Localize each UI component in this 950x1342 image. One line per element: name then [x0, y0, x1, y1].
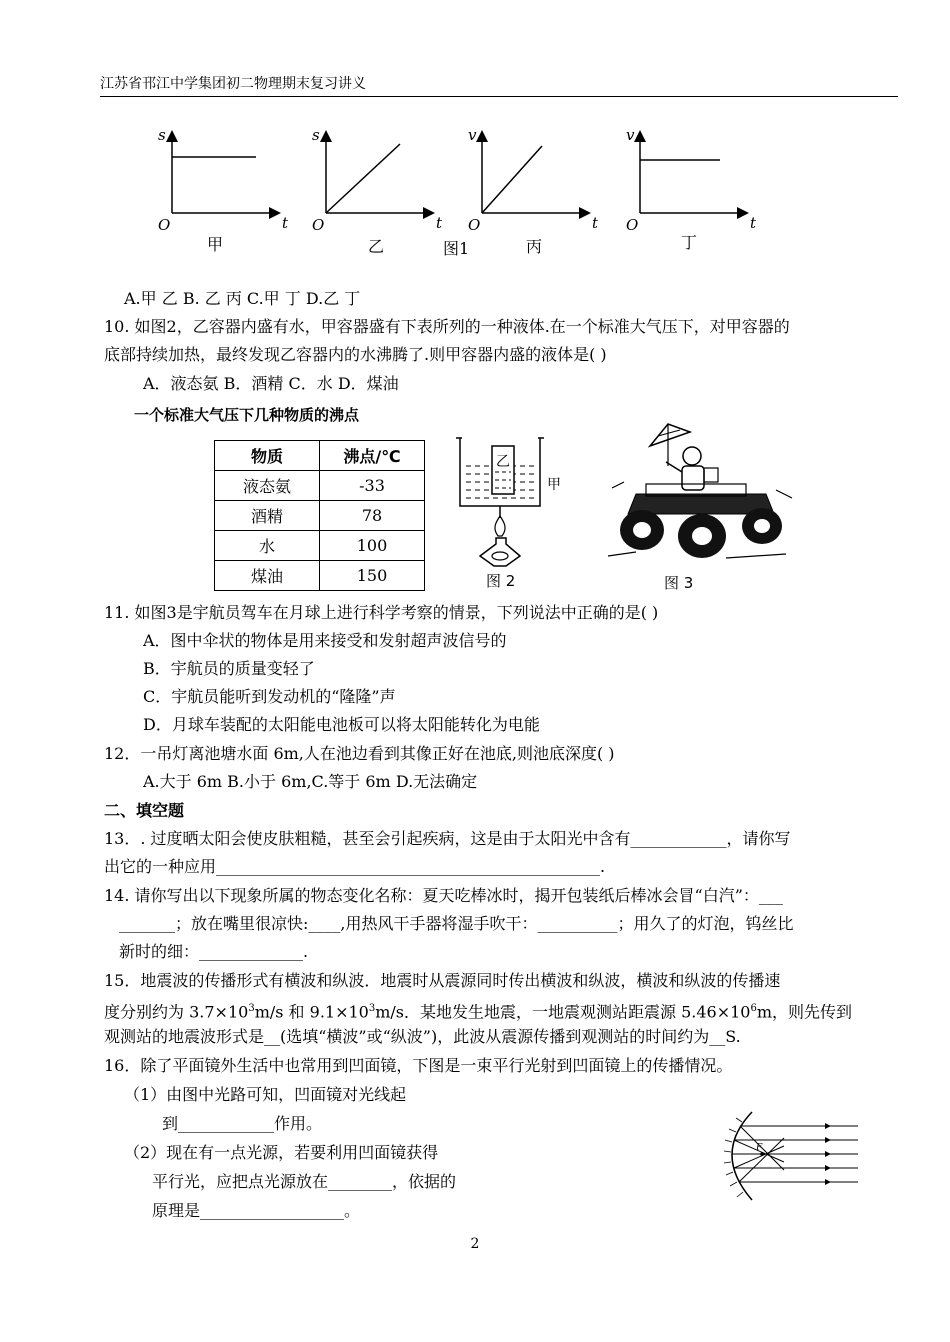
graph-ding-x-label: t [750, 214, 757, 232]
concave-mirror-figure [712, 1108, 862, 1208]
focus-label: F [756, 1143, 763, 1153]
graph-bing-name: 丙 [526, 237, 543, 256]
q15-exponent: 6 [750, 1003, 757, 1014]
graph-yi-x-label: t [436, 214, 443, 232]
figure-3-caption: 图 3 [664, 574, 694, 592]
q14-line3: 新时的细：_____________. [119, 942, 309, 961]
graph-ding [626, 126, 757, 234]
figure-1-caption: 图1 [443, 239, 470, 258]
q16-part1-line2: 到____________作用。 [162, 1114, 323, 1133]
q11-option-d: D．月球车装配的太阳能电池板可以将太阳能转化为电能 [143, 715, 540, 734]
table-cell-value: 100 [320, 531, 425, 561]
table-row [215, 471, 425, 501]
table-cell-value: 78 [320, 501, 425, 531]
fig2-label-yi: 乙 [496, 454, 510, 470]
q16-part2-line2: 平行光，应把点光源放在________，依据的 [152, 1172, 457, 1191]
table-header-boiling-point: 沸点/℃ [320, 441, 425, 471]
graph-ding-y-label: v [626, 126, 635, 144]
graph-yi [312, 126, 443, 234]
graph-ding-name: 丁 [681, 233, 698, 252]
q11-option-c: C．宇航员能听到发动机的“隆隆”声 [143, 687, 396, 706]
figure-3-lunar-rover [606, 418, 796, 576]
graph-yi-origin: O [312, 216, 325, 234]
table-title: 一个标准大气压下几种物质的沸点 [134, 406, 360, 424]
table-header-row [215, 441, 425, 471]
q16-part2-line1: （2）现在有一点光源，若要利用凹面镜获得 [124, 1143, 439, 1162]
q16-part1-line1: （1）由图中光路可知，凹面镜对光线起 [124, 1085, 407, 1104]
q14-line2: _______；放在嘴里很凉快:____,用热风干手器将湿手吹干：__________；用久了的灯泡，钨丝比 [119, 914, 794, 933]
q10-line1: 10. 如图2，乙容器内盛有水，甲容器盛有下表所列的一种液体.在一个标准大气压下，对甲容器的 [104, 317, 790, 336]
figure-2-caption: 图 2 [486, 572, 516, 590]
table-header-substance: 物质 [215, 441, 320, 471]
table-row [215, 501, 425, 531]
q15-line1: 15．地震波的传播形式有横波和纵波．地震时从震源同时传出横波和纵波，横波和纵波的传播速 [104, 971, 781, 990]
q13-line1: 13．. 过度晒太阳会使皮肤粗糙，甚至会引起疾病，这是由于太阳光中含有____________，请你写 [104, 829, 791, 848]
q15-line2-part: m/s．某地发生地震，一地震观测站距震源 5.46×10 [375, 1002, 751, 1022]
q11-stem: 11. 如图3是宇航员驾车在月球上进行科学考察的情景，下列说法中正确的是( ) [104, 603, 659, 622]
graph-bing-origin: O [468, 216, 481, 234]
q11-option-a: A．图中伞状的物体是用来接受和发射超声波信号的 [143, 631, 507, 650]
graph-jia-y-label: s [158, 126, 166, 144]
table-cell-substance: 水 [215, 531, 320, 561]
graph-jia-name: 甲 [207, 235, 224, 254]
q15-exponent: 3 [248, 1003, 255, 1014]
graph-yi-y-label: s [312, 126, 320, 144]
table-cell-value: 150 [320, 561, 425, 591]
q12-options: A.大于 6m B.小于 6m,C.等于 6m D.无法确定 [143, 772, 478, 791]
fig2-label-jia: 甲 [547, 477, 561, 493]
figure-2-beaker [452, 432, 572, 592]
table-cell-substance: 煤油 [215, 561, 320, 591]
graph-bing-y-label: v [468, 126, 477, 144]
q16-stem: 16．除了平面镜外生活中也常用到凹面镜，下图是一束平行光射到凹面镜上的传播情况。 [104, 1056, 733, 1075]
q15-line2-part: 度分别约为 3.7×10 [104, 1002, 249, 1022]
table-cell-substance: 酒精 [215, 501, 320, 531]
q16-part2-line3: 原理是__________________。 [152, 1201, 361, 1220]
boiling-point-table [214, 440, 425, 591]
page-header: 江苏省邗江中学集团初二物理期末复习讲义 [100, 72, 898, 97]
graph-ding-origin: O [626, 216, 639, 234]
table-row [215, 561, 425, 591]
q15-line2 [104, 997, 852, 1024]
table-cell-value: -33 [320, 471, 425, 501]
q12-stem: 12．一吊灯离池塘水面 6m,人在池边看到其像正好在池底,则池底深度( ) [104, 744, 615, 763]
graph-bing-x-label: t [592, 214, 599, 232]
q9-options: A.甲 乙 B. 乙 丙 C.甲 丁 D.乙 丁 [124, 289, 361, 308]
q10-options: A．液态氨 B．酒精 C．水 D．煤油 [143, 374, 399, 393]
q14-line1: 14. 请你写出以下现象所属的物态变化名称：夏天吃棒冰时，揭开包装纸后棒冰会冒“白汽”：___ [104, 886, 783, 905]
q13-line2: 出它的一种应用________________________________________________. [104, 857, 606, 876]
q11-option-b: B．宇航员的质量变轻了 [143, 659, 315, 678]
graph-jia-x-label: t [282, 214, 289, 232]
q15-line2-part: m，则先传到 [756, 1002, 853, 1022]
q15-line3: 观测站的地震波形式是__(选填“横波”或“纵波”)，此波从震源传播到观测站的时间约为__S. [104, 1027, 741, 1046]
table-row [215, 531, 425, 561]
page-number: 2 [470, 1236, 480, 1252]
table-cell-substance: 液态氨 [215, 471, 320, 501]
graph-jia [158, 126, 289, 234]
q15-line2-part: m/s 和 9.1×10 [254, 1002, 369, 1022]
q15-exponent: 3 [368, 1003, 376, 1014]
q10-line2: 底部持续加热，最终发现乙容器内的水沸腾了.则甲容器内盛的液体是( ) [104, 345, 607, 364]
graph-yi-name: 乙 [368, 237, 385, 256]
graph-jia-origin: O [158, 216, 171, 234]
graph-bing [468, 126, 599, 234]
section-2-heading: 二、填空题 [104, 801, 185, 820]
